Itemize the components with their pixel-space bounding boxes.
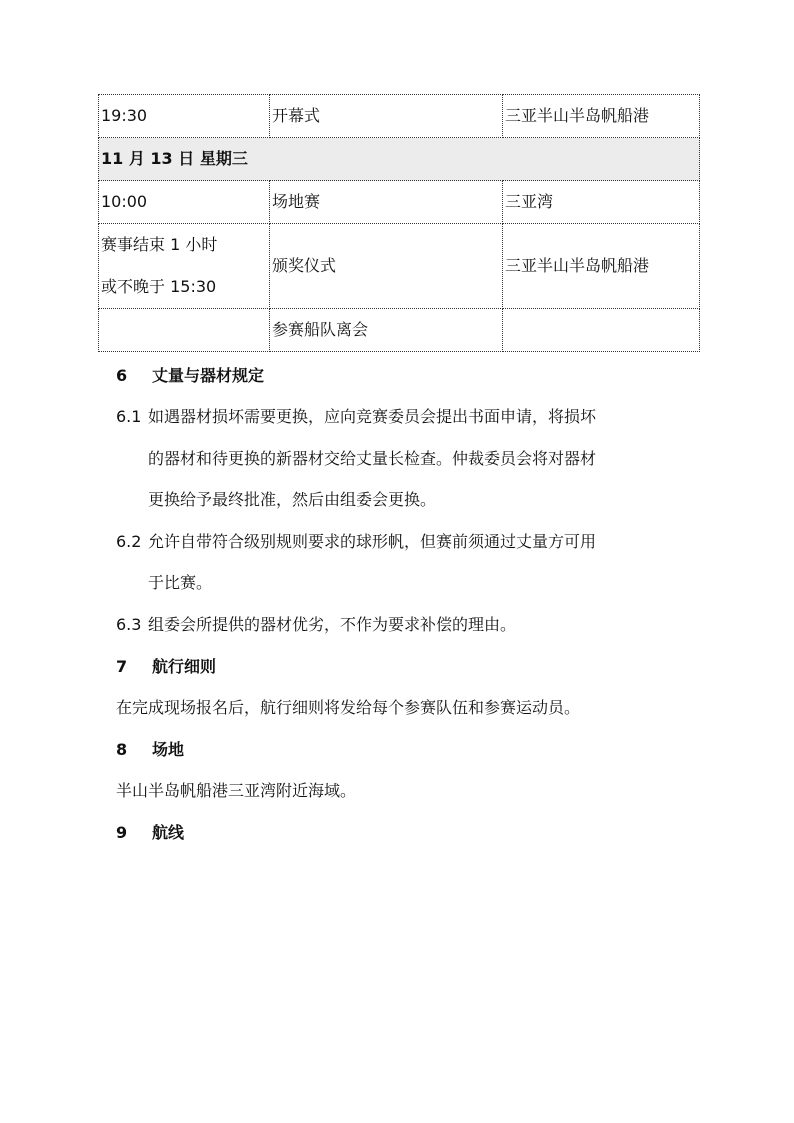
event-cell: 开幕式 bbox=[270, 95, 503, 138]
section-9-heading bbox=[116, 820, 184, 843]
paragraph-6-2-line-1 bbox=[116, 529, 596, 552]
schedule-table bbox=[98, 94, 700, 352]
paragraph-text: 允许自带符合级别规则要求的球形帆，但赛前须通过丈量方可用 bbox=[148, 532, 597, 551]
section-number: 7 bbox=[116, 657, 128, 676]
paragraph-number: 6.3 bbox=[116, 615, 142, 634]
section-title: 航线 bbox=[152, 823, 185, 842]
time-cell: 10:00 bbox=[99, 181, 270, 224]
time-line-1: 赛事结束 1 小时 bbox=[101, 235, 218, 254]
venue-cell: 三亚湾 bbox=[503, 181, 700, 224]
date-cell: 11 月 13 日 星期三 bbox=[99, 138, 700, 181]
date-row bbox=[99, 138, 700, 181]
paragraph-6-3-line-1 bbox=[116, 612, 516, 635]
paragraph-6-1-line-2: 的器材和待更换的新器材交给丈量长检查。仲裁委员会将对器材 bbox=[148, 449, 597, 468]
venue-cell: 三亚半山半岛帆船港 bbox=[503, 95, 700, 138]
section-6-heading bbox=[116, 363, 264, 386]
section-number: 9 bbox=[116, 823, 128, 842]
table-row bbox=[99, 95, 700, 138]
venue-cell bbox=[503, 309, 700, 352]
paragraph-6-1-line-1 bbox=[116, 404, 596, 427]
section-8-text: 半山半岛帆船港三亚湾附近海域。 bbox=[116, 781, 357, 800]
section-number: 6 bbox=[116, 366, 128, 385]
paragraph-6-2-line-2: 于比赛。 bbox=[148, 573, 213, 592]
time-cell bbox=[99, 224, 270, 309]
table-row bbox=[99, 181, 700, 224]
table-row bbox=[99, 309, 700, 352]
paragraph-number: 6.2 bbox=[116, 532, 142, 551]
section-7-text: 在完成现场报名后，航行细则将发给每个参赛队伍和参赛运动员。 bbox=[116, 698, 581, 717]
section-7-heading bbox=[116, 654, 216, 677]
time-cell bbox=[99, 309, 270, 352]
section-title: 航行细则 bbox=[152, 657, 217, 676]
section-number: 8 bbox=[116, 740, 128, 759]
section-title: 丈量与器材规定 bbox=[152, 366, 265, 385]
paragraph-text: 组委会所提供的器材优劣，不作为要求补偿的理由。 bbox=[148, 615, 517, 634]
venue-cell: 三亚半山半岛帆船港 bbox=[503, 224, 700, 309]
table-row bbox=[99, 224, 700, 309]
event-cell: 参赛船队离会 bbox=[270, 309, 503, 352]
paragraph-6-1-line-3: 更换给予最终批准，然后由组委会更换。 bbox=[148, 490, 437, 509]
time-cell: 19:30 bbox=[99, 95, 270, 138]
section-8-heading bbox=[116, 737, 184, 760]
paragraph-number: 6.1 bbox=[116, 407, 142, 426]
event-cell: 颁奖仪式 bbox=[270, 224, 503, 309]
paragraph-text: 如遇器材损坏需要更换，应向竞赛委员会提出书面申请，将损坏 bbox=[148, 407, 597, 426]
event-cell: 场地赛 bbox=[270, 181, 503, 224]
time-line-2: 或不晚于 15:30 bbox=[101, 277, 217, 296]
section-title: 场地 bbox=[152, 740, 185, 759]
